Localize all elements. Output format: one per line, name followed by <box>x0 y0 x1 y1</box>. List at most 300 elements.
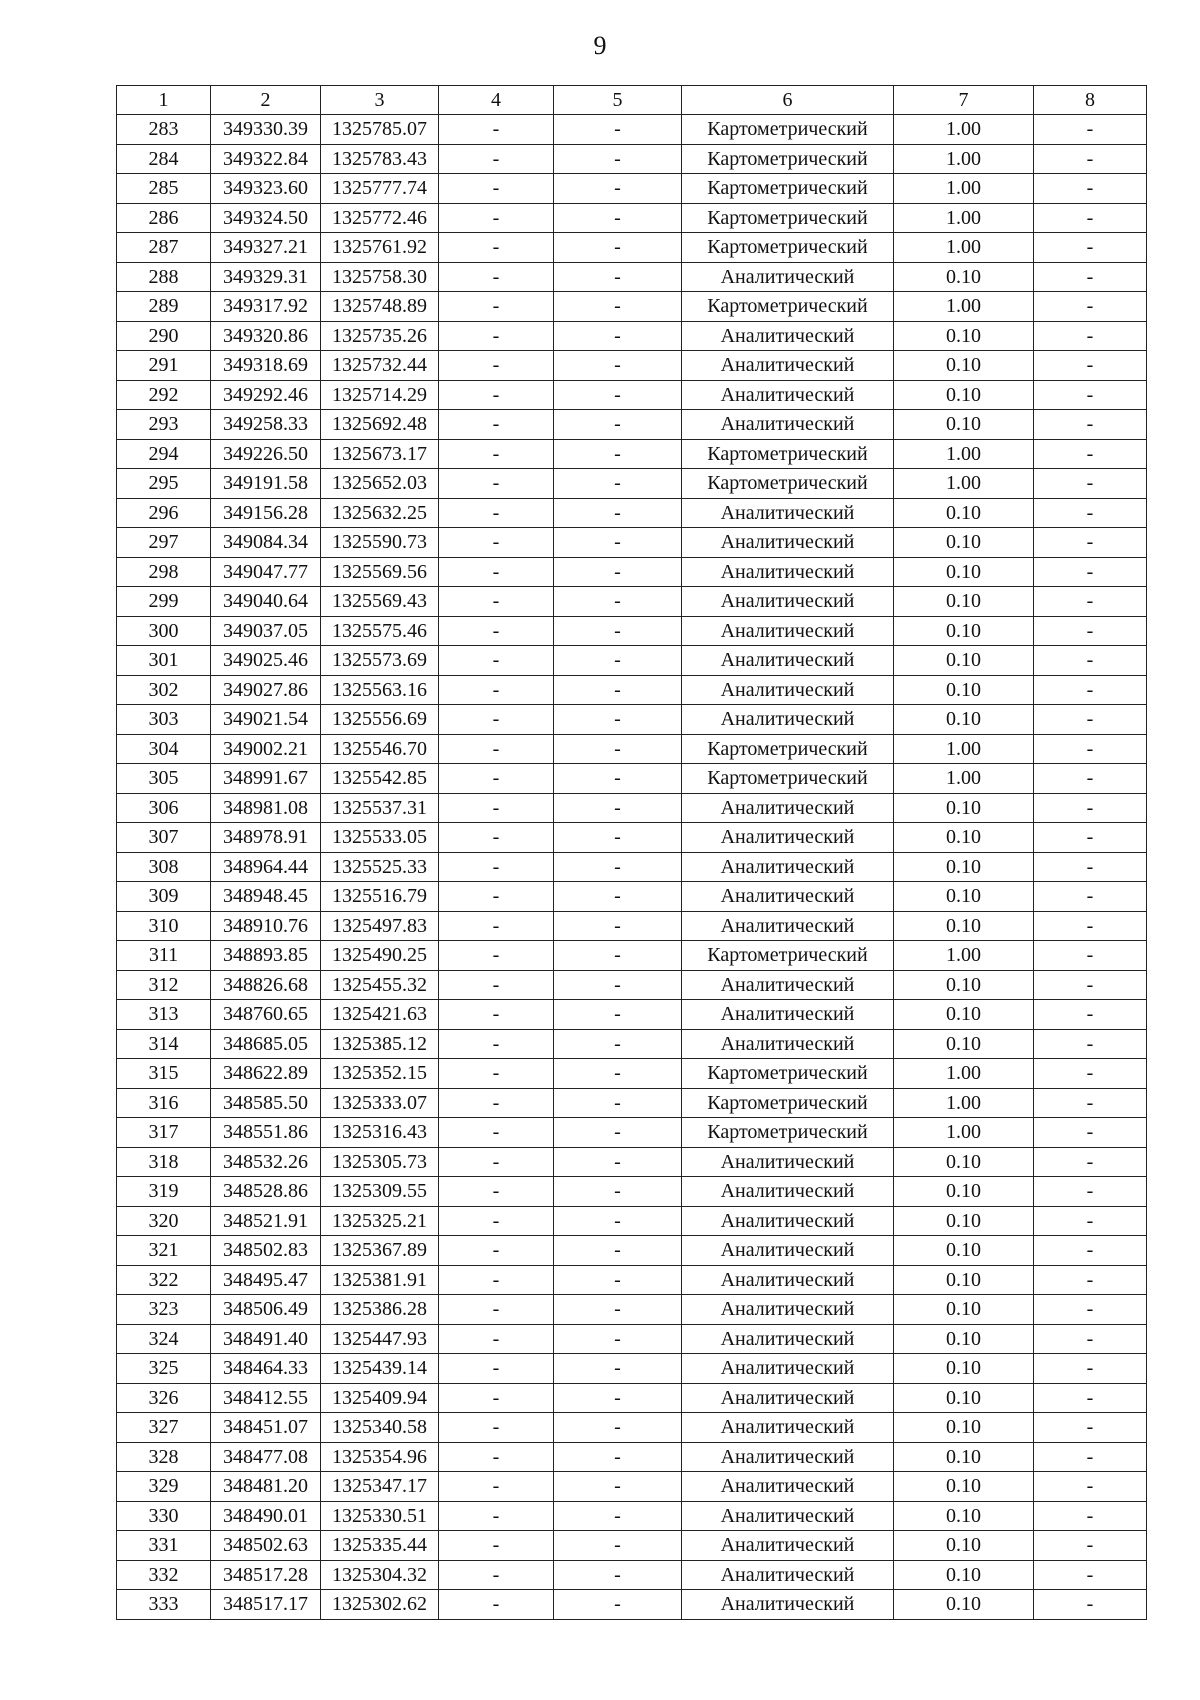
point-number-cell: 296 <box>117 498 211 528</box>
header-cell-6: 6 <box>682 86 894 115</box>
col8-cell: - <box>1034 469 1147 499</box>
col5-cell: - <box>554 174 682 204</box>
table-row <box>117 557 1147 587</box>
point-number-cell: 290 <box>117 321 211 351</box>
col5-cell: - <box>554 1295 682 1325</box>
y-coordinate-cell: 1325455.32 <box>321 970 439 1000</box>
y-coordinate-cell: 1325748.89 <box>321 292 439 322</box>
col4-cell: - <box>439 351 554 381</box>
table-row <box>117 1354 1147 1384</box>
method-cell: Аналитический <box>682 793 894 823</box>
method-cell: Аналитический <box>682 1472 894 1502</box>
x-coordinate-cell: 349323.60 <box>211 174 321 204</box>
point-number-cell: 288 <box>117 262 211 292</box>
method-cell: Картометрический <box>682 1059 894 1089</box>
x-coordinate-cell: 348622.89 <box>211 1059 321 1089</box>
col4-cell: - <box>439 734 554 764</box>
y-coordinate-cell: 1325777.74 <box>321 174 439 204</box>
col4-cell: - <box>439 1501 554 1531</box>
method-cell: Аналитический <box>682 262 894 292</box>
table-row <box>117 1029 1147 1059</box>
accuracy-cell: 0.10 <box>894 1560 1034 1590</box>
x-coordinate-cell: 348502.83 <box>211 1236 321 1266</box>
col4-cell: - <box>439 380 554 410</box>
y-coordinate-cell: 1325330.51 <box>321 1501 439 1531</box>
accuracy-cell: 0.10 <box>894 646 1034 676</box>
x-coordinate-cell: 348528.86 <box>211 1177 321 1207</box>
col4-cell: - <box>439 1472 554 1502</box>
y-coordinate-cell: 1325386.28 <box>321 1295 439 1325</box>
col5-cell: - <box>554 1147 682 1177</box>
point-number-cell: 306 <box>117 793 211 823</box>
table-row <box>117 292 1147 322</box>
point-number-cell: 307 <box>117 823 211 853</box>
col8-cell: - <box>1034 1147 1147 1177</box>
point-number-cell: 320 <box>117 1206 211 1236</box>
y-coordinate-cell: 1325569.43 <box>321 587 439 617</box>
y-coordinate-cell: 1325421.63 <box>321 1000 439 1030</box>
col4-cell: - <box>439 439 554 469</box>
method-cell: Аналитический <box>682 380 894 410</box>
col8-cell: - <box>1034 1324 1147 1354</box>
x-coordinate-cell: 348495.47 <box>211 1265 321 1295</box>
col5-cell: - <box>554 646 682 676</box>
col5-cell: - <box>554 1118 682 1148</box>
point-number-cell: 308 <box>117 852 211 882</box>
col4-cell: - <box>439 1590 554 1620</box>
col8-cell: - <box>1034 144 1147 174</box>
col8-cell: - <box>1034 911 1147 941</box>
point-number-cell: 312 <box>117 970 211 1000</box>
y-coordinate-cell: 1325354.96 <box>321 1442 439 1472</box>
method-cell: Картометрический <box>682 941 894 971</box>
col8-cell: - <box>1034 233 1147 263</box>
accuracy-cell: 0.10 <box>894 882 1034 912</box>
col8-cell: - <box>1034 646 1147 676</box>
accuracy-cell: 0.10 <box>894 262 1034 292</box>
method-cell: Аналитический <box>682 911 894 941</box>
y-coordinate-cell: 1325325.21 <box>321 1206 439 1236</box>
col4-cell: - <box>439 1147 554 1177</box>
table-row <box>117 1590 1147 1620</box>
accuracy-cell: 0.10 <box>894 1413 1034 1443</box>
col5-cell: - <box>554 705 682 735</box>
x-coordinate-cell: 349084.34 <box>211 528 321 558</box>
table-row <box>117 1383 1147 1413</box>
accuracy-cell: 1.00 <box>894 1118 1034 1148</box>
y-coordinate-cell: 1325333.07 <box>321 1088 439 1118</box>
accuracy-cell: 0.10 <box>894 1590 1034 1620</box>
col5-cell: - <box>554 616 682 646</box>
y-coordinate-cell: 1325537.31 <box>321 793 439 823</box>
col4-cell: - <box>439 262 554 292</box>
x-coordinate-cell: 349040.64 <box>211 587 321 617</box>
col4-cell: - <box>439 882 554 912</box>
table-row <box>117 321 1147 351</box>
y-coordinate-cell: 1325447.93 <box>321 1324 439 1354</box>
accuracy-cell: 1.00 <box>894 469 1034 499</box>
col5-cell: - <box>554 1265 682 1295</box>
col8-cell: - <box>1034 587 1147 617</box>
x-coordinate-cell: 348991.67 <box>211 764 321 794</box>
point-number-cell: 300 <box>117 616 211 646</box>
table-row <box>117 1177 1147 1207</box>
col4-cell: - <box>439 498 554 528</box>
accuracy-cell: 0.10 <box>894 1324 1034 1354</box>
point-number-cell: 303 <box>117 705 211 735</box>
col5-cell: - <box>554 528 682 558</box>
col4-cell: - <box>439 911 554 941</box>
x-coordinate-cell: 348826.68 <box>211 970 321 1000</box>
x-coordinate-cell: 348981.08 <box>211 793 321 823</box>
x-coordinate-cell: 349002.21 <box>211 734 321 764</box>
y-coordinate-cell: 1325347.17 <box>321 1472 439 1502</box>
method-cell: Аналитический <box>682 970 894 1000</box>
col8-cell: - <box>1034 675 1147 705</box>
col5-cell: - <box>554 911 682 941</box>
method-cell: Картометрический <box>682 734 894 764</box>
point-number-cell: 318 <box>117 1147 211 1177</box>
table-row <box>117 793 1147 823</box>
point-number-cell: 326 <box>117 1383 211 1413</box>
y-coordinate-cell: 1325783.43 <box>321 144 439 174</box>
col5-cell: - <box>554 1177 682 1207</box>
y-coordinate-cell: 1325785.07 <box>321 115 439 145</box>
accuracy-cell: 0.10 <box>894 1442 1034 1472</box>
col8-cell: - <box>1034 557 1147 587</box>
header-cell-3: 3 <box>321 86 439 115</box>
col4-cell: - <box>439 1236 554 1266</box>
method-cell: Аналитический <box>682 1442 894 1472</box>
col8-cell: - <box>1034 1531 1147 1561</box>
col4-cell: - <box>439 1442 554 1472</box>
col5-cell: - <box>554 1354 682 1384</box>
y-coordinate-cell: 1325563.16 <box>321 675 439 705</box>
header-cell-5: 5 <box>554 86 682 115</box>
table-row <box>117 1531 1147 1561</box>
col5-cell: - <box>554 1236 682 1266</box>
col4-cell: - <box>439 1560 554 1590</box>
y-coordinate-cell: 1325772.46 <box>321 203 439 233</box>
header-cell-7: 7 <box>894 86 1034 115</box>
x-coordinate-cell: 349027.86 <box>211 675 321 705</box>
table-row <box>117 1206 1147 1236</box>
col4-cell: - <box>439 823 554 853</box>
accuracy-cell: 0.10 <box>894 1177 1034 1207</box>
method-cell: Аналитический <box>682 321 894 351</box>
point-number-cell: 293 <box>117 410 211 440</box>
method-cell: Аналитический <box>682 498 894 528</box>
method-cell: Аналитический <box>682 616 894 646</box>
point-number-cell: 332 <box>117 1560 211 1590</box>
y-coordinate-cell: 1325542.85 <box>321 764 439 794</box>
method-cell: Картометрический <box>682 233 894 263</box>
col5-cell: - <box>554 1059 682 1089</box>
col8-cell: - <box>1034 498 1147 528</box>
page-number: 9 <box>593 31 607 60</box>
accuracy-cell: 0.10 <box>894 380 1034 410</box>
col8-cell: - <box>1034 1088 1147 1118</box>
point-number-cell: 323 <box>117 1295 211 1325</box>
table-row <box>117 115 1147 145</box>
table-row <box>117 528 1147 558</box>
point-number-cell: 309 <box>117 882 211 912</box>
y-coordinate-cell: 1325381.91 <box>321 1265 439 1295</box>
col8-cell: - <box>1034 262 1147 292</box>
accuracy-cell: 0.10 <box>894 587 1034 617</box>
point-number-cell: 310 <box>117 911 211 941</box>
x-coordinate-cell: 349324.50 <box>211 203 321 233</box>
table-row <box>117 882 1147 912</box>
method-cell: Аналитический <box>682 1265 894 1295</box>
col8-cell: - <box>1034 115 1147 145</box>
y-coordinate-cell: 1325340.58 <box>321 1413 439 1443</box>
x-coordinate-cell: 349330.39 <box>211 115 321 145</box>
x-coordinate-cell: 349037.05 <box>211 616 321 646</box>
col8-cell: - <box>1034 1442 1147 1472</box>
table-row <box>117 675 1147 705</box>
accuracy-cell: 1.00 <box>894 174 1034 204</box>
col4-cell: - <box>439 970 554 1000</box>
point-number-cell: 305 <box>117 764 211 794</box>
method-cell: Картометрический <box>682 1088 894 1118</box>
method-cell: Картометрический <box>682 144 894 174</box>
col5-cell: - <box>554 1442 682 1472</box>
accuracy-cell: 1.00 <box>894 941 1034 971</box>
col8-cell: - <box>1034 1472 1147 1502</box>
table-row <box>117 616 1147 646</box>
method-cell: Аналитический <box>682 823 894 853</box>
x-coordinate-cell: 348517.17 <box>211 1590 321 1620</box>
y-coordinate-cell: 1325590.73 <box>321 528 439 558</box>
accuracy-cell: 0.10 <box>894 675 1034 705</box>
col5-cell: - <box>554 498 682 528</box>
col5-cell: - <box>554 823 682 853</box>
col8-cell: - <box>1034 351 1147 381</box>
point-number-cell: 285 <box>117 174 211 204</box>
accuracy-cell: 0.10 <box>894 321 1034 351</box>
col5-cell: - <box>554 469 682 499</box>
col8-cell: - <box>1034 1206 1147 1236</box>
col4-cell: - <box>439 1324 554 1354</box>
method-cell: Картометрический <box>682 174 894 204</box>
point-number-cell: 298 <box>117 557 211 587</box>
accuracy-cell: 0.10 <box>894 852 1034 882</box>
col4-cell: - <box>439 174 554 204</box>
accuracy-cell: 0.10 <box>894 823 1034 853</box>
col8-cell: - <box>1034 1236 1147 1266</box>
accuracy-cell: 0.10 <box>894 970 1034 1000</box>
col4-cell: - <box>439 646 554 676</box>
table-header <box>117 86 1147 115</box>
col8-cell: - <box>1034 1354 1147 1384</box>
y-coordinate-cell: 1325497.83 <box>321 911 439 941</box>
x-coordinate-cell: 349318.69 <box>211 351 321 381</box>
method-cell: Аналитический <box>682 1590 894 1620</box>
y-coordinate-cell: 1325632.25 <box>321 498 439 528</box>
col8-cell: - <box>1034 174 1147 204</box>
x-coordinate-cell: 349047.77 <box>211 557 321 587</box>
col8-cell: - <box>1034 705 1147 735</box>
point-number-cell: 286 <box>117 203 211 233</box>
coordinates-table <box>116 85 1147 1620</box>
point-number-cell: 329 <box>117 1472 211 1502</box>
x-coordinate-cell: 348978.91 <box>211 823 321 853</box>
x-coordinate-cell: 349021.54 <box>211 705 321 735</box>
y-coordinate-cell: 1325673.17 <box>321 439 439 469</box>
point-number-cell: 319 <box>117 1177 211 1207</box>
col5-cell: - <box>554 793 682 823</box>
point-number-cell: 292 <box>117 380 211 410</box>
method-cell: Аналитический <box>682 528 894 558</box>
col8-cell: - <box>1034 1383 1147 1413</box>
table-row <box>117 144 1147 174</box>
accuracy-cell: 0.10 <box>894 1295 1034 1325</box>
table-row <box>117 970 1147 1000</box>
accuracy-cell: 1.00 <box>894 439 1034 469</box>
method-cell: Картометрический <box>682 115 894 145</box>
method-cell: Аналитический <box>682 646 894 676</box>
table-row <box>117 498 1147 528</box>
point-number-cell: 316 <box>117 1088 211 1118</box>
point-number-cell: 313 <box>117 1000 211 1030</box>
col4-cell: - <box>439 557 554 587</box>
y-coordinate-cell: 1325573.69 <box>321 646 439 676</box>
table-row <box>117 823 1147 853</box>
method-cell: Аналитический <box>682 882 894 912</box>
col8-cell: - <box>1034 1295 1147 1325</box>
accuracy-cell: 0.10 <box>894 1206 1034 1236</box>
y-coordinate-cell: 1325367.89 <box>321 1236 439 1266</box>
accuracy-cell: 0.10 <box>894 528 1034 558</box>
col8-cell: - <box>1034 380 1147 410</box>
col5-cell: - <box>554 321 682 351</box>
col5-cell: - <box>554 675 682 705</box>
col4-cell: - <box>439 144 554 174</box>
method-cell: Аналитический <box>682 1531 894 1561</box>
accuracy-cell: 1.00 <box>894 233 1034 263</box>
x-coordinate-cell: 349258.33 <box>211 410 321 440</box>
point-number-cell: 317 <box>117 1118 211 1148</box>
table-row <box>117 587 1147 617</box>
col4-cell: - <box>439 616 554 646</box>
table-row <box>117 1059 1147 1089</box>
col4-cell: - <box>439 1295 554 1325</box>
col4-cell: - <box>439 705 554 735</box>
col5-cell: - <box>554 1088 682 1118</box>
y-coordinate-cell: 1325385.12 <box>321 1029 439 1059</box>
method-cell: Картометрический <box>682 764 894 794</box>
accuracy-cell: 1.00 <box>894 1088 1034 1118</box>
col8-cell: - <box>1034 1000 1147 1030</box>
table-row <box>117 380 1147 410</box>
method-cell: Аналитический <box>682 1029 894 1059</box>
accuracy-cell: 0.10 <box>894 1029 1034 1059</box>
col5-cell: - <box>554 1501 682 1531</box>
x-coordinate-cell: 348451.07 <box>211 1413 321 1443</box>
y-coordinate-cell: 1325335.44 <box>321 1531 439 1561</box>
col5-cell: - <box>554 1206 682 1236</box>
col8-cell: - <box>1034 941 1147 971</box>
x-coordinate-cell: 348481.20 <box>211 1472 321 1502</box>
accuracy-cell: 1.00 <box>894 292 1034 322</box>
y-coordinate-cell: 1325316.43 <box>321 1118 439 1148</box>
x-coordinate-cell: 349317.92 <box>211 292 321 322</box>
y-coordinate-cell: 1325569.56 <box>321 557 439 587</box>
point-number-cell: 333 <box>117 1590 211 1620</box>
table-row <box>117 852 1147 882</box>
col5-cell: - <box>554 587 682 617</box>
table-row <box>117 764 1147 794</box>
col5-cell: - <box>554 1560 682 1590</box>
y-coordinate-cell: 1325304.32 <box>321 1560 439 1590</box>
table-row <box>117 1560 1147 1590</box>
point-number-cell: 321 <box>117 1236 211 1266</box>
accuracy-cell: 1.00 <box>894 203 1034 233</box>
x-coordinate-cell: 349191.58 <box>211 469 321 499</box>
point-number-cell: 304 <box>117 734 211 764</box>
accuracy-cell: 1.00 <box>894 115 1034 145</box>
accuracy-cell: 0.10 <box>894 705 1034 735</box>
table-row <box>117 262 1147 292</box>
point-number-cell: 330 <box>117 1501 211 1531</box>
col5-cell: - <box>554 351 682 381</box>
accuracy-cell: 0.10 <box>894 1236 1034 1266</box>
col5-cell: - <box>554 233 682 263</box>
point-number-cell: 291 <box>117 351 211 381</box>
col4-cell: - <box>439 203 554 233</box>
y-coordinate-cell: 1325305.73 <box>321 1147 439 1177</box>
header-cell-1: 1 <box>117 86 211 115</box>
method-cell: Аналитический <box>682 1413 894 1443</box>
x-coordinate-cell: 349327.21 <box>211 233 321 263</box>
col8-cell: - <box>1034 734 1147 764</box>
y-coordinate-cell: 1325525.33 <box>321 852 439 882</box>
y-coordinate-cell: 1325352.15 <box>321 1059 439 1089</box>
x-coordinate-cell: 349322.84 <box>211 144 321 174</box>
method-cell: Картометрический <box>682 469 894 499</box>
col4-cell: - <box>439 675 554 705</box>
accuracy-cell: 0.10 <box>894 410 1034 440</box>
header-cell-8: 8 <box>1034 86 1147 115</box>
point-number-cell: 331 <box>117 1531 211 1561</box>
x-coordinate-cell: 348517.28 <box>211 1560 321 1590</box>
accuracy-cell: 0.10 <box>894 1501 1034 1531</box>
x-coordinate-cell: 348412.55 <box>211 1383 321 1413</box>
method-cell: Аналитический <box>682 675 894 705</box>
table-row <box>117 1236 1147 1266</box>
table-row <box>117 203 1147 233</box>
col5-cell: - <box>554 1324 682 1354</box>
table-body <box>117 115 1147 1620</box>
col8-cell: - <box>1034 764 1147 794</box>
col4-cell: - <box>439 941 554 971</box>
method-cell: Аналитический <box>682 351 894 381</box>
col5-cell: - <box>554 970 682 1000</box>
col8-cell: - <box>1034 1501 1147 1531</box>
col4-cell: - <box>439 469 554 499</box>
col5-cell: - <box>554 262 682 292</box>
col5-cell: - <box>554 115 682 145</box>
x-coordinate-cell: 348532.26 <box>211 1147 321 1177</box>
point-number-cell: 294 <box>117 439 211 469</box>
col4-cell: - <box>439 1059 554 1089</box>
y-coordinate-cell: 1325735.26 <box>321 321 439 351</box>
accuracy-cell: 0.10 <box>894 911 1034 941</box>
method-cell: Аналитический <box>682 1324 894 1354</box>
x-coordinate-cell: 348521.91 <box>211 1206 321 1236</box>
col8-cell: - <box>1034 1177 1147 1207</box>
